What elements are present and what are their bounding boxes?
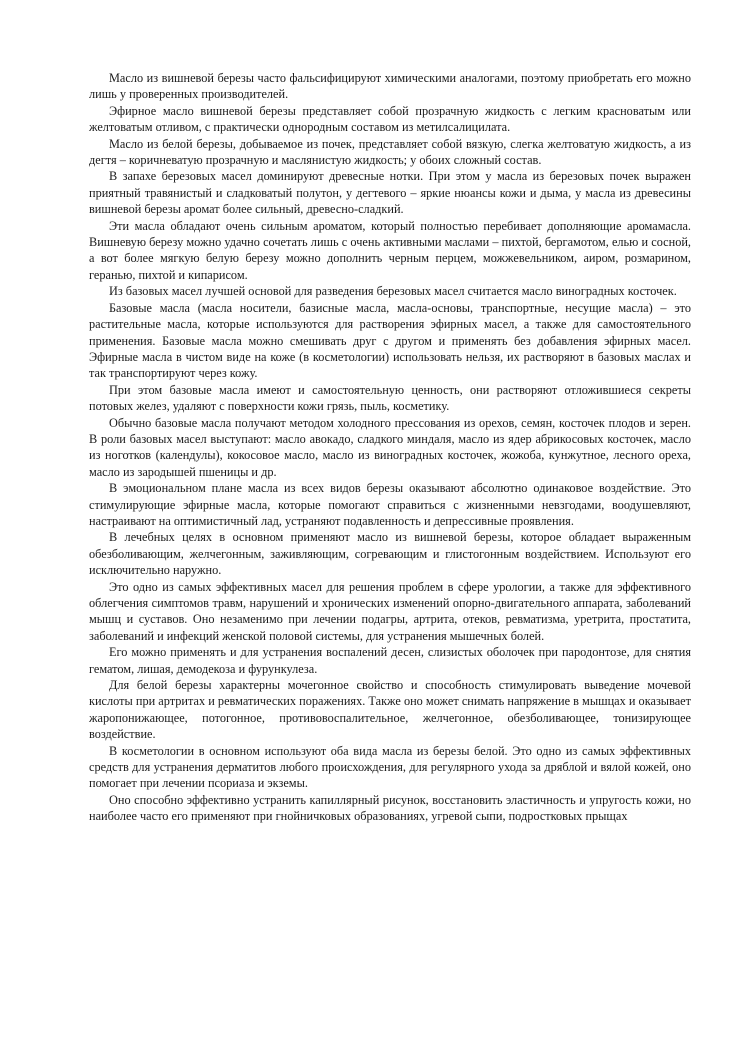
paragraph: Это одно из самых эффективных масел для решения проблем в сфере урологии, а также для эффективного облегчения симптомов травм, нарушений и хронических изменений опорно-двигательного аппарата, заболеваний мышц и суставов. Оно незаменимо при лечении подагры, артрита, отеков, ревматизма, уретрита, простатита, заболеваний и инфекций женской половой системы, для устранения мышечных болей.	[89, 579, 691, 643]
paragraph: Обычно базовые масла получают методом холодного прессования из орехов, семян, косточек плодов и зерен. В роли базовых масел выступают: масло авокадо, сладкого миндаля, масло из ядер абрикосовых косточек, масло из ноготков (календулы), кокосовое масло, масло из виноградных косточек, жожоба, кунжутное, лесного ореха, масло из зародышей пшеницы и др.	[89, 415, 691, 479]
paragraph: Эфирное масло вишневой березы представляет собой прозрачную жидкость с легким красноватым или желтоватым отливом, с практически однородным составом из метилсалицилата.	[89, 103, 691, 135]
paragraph: В запахе березовых масел доминируют древесные нотки. При этом у масла из березовых почек выражен приятный травянистый и сладковатый полутон, у дегтевого – яркие нюансы кожи и дыма, у масла из древесины вишневой березы аромат более сильный, древесно-сладкий.	[89, 169, 691, 217]
paragraph: Оно способно эффективно устранить капиллярный рисунок, восстановить эластичность и упругость кожи, но наиболее часто его применяют при гнойничковых образованиях, угревой сыпи, подростковых прыщах	[89, 792, 691, 824]
paragraph: В лечебных целях в основном применяют масло из вишневой березы, которое обладает выраженным обезболивающим, желчегонным, заживляющим, согревающим и глистогонным воздействием. Используют его исключительно наружно.	[89, 530, 691, 578]
paragraph: В косметологии в основном используют оба вида масла из березы белой. Это одно из самых эффективных средств для устранения дерматитов любого происхождения, для регулярного ухода за дряблой и вялой кожей, оно помогает при лечении псориаза и экземы.	[89, 743, 691, 791]
paragraph: Масло из белой березы, добываемое из почек, представляет собой вязкую, слегка желтоватую жидкость, а из дегтя – коричневатую прозрачную и маслянистую жидкость; у обоих сложный состав.	[89, 136, 691, 168]
paragraph: Из базовых масел лучшей основой для разведения березовых масел считается масло виноградных косточек.	[109, 284, 677, 299]
paragraph: Эти масла обладают очень сильным ароматом, который полностью перебивает дополняющие аромамасла. Вишневую березу можно удачно сочетать лишь с очень активными маслами – пихтой, бергамотом, елью и сосной, а вот более мягкую белую березу можно дополнить черным перцем, можжевельником, аиром, розмарином, геранью, пихтой и кипарисом.	[89, 218, 691, 282]
paragraph: Масло из вишневой березы часто фальсифицируют химическими аналогами, поэтому приобретать его можно лишь у проверенных производителей.	[89, 71, 691, 102]
paragraph: Его можно применять и для устранения воспалений десен, слизистых оболочек при пародонтозе, для снятия гематом, лишая, демодекоза и фурункулеза.	[89, 645, 691, 676]
paragraph: Базовые масла (масла носители, базисные масла, масла-основы, транспортные, несущие масла) – это растительные масла, которые используются для растворения эфирных масел, а также для самостоятельного применения. Базовые масла можно смешивать друг с другом и применять без добавления эфирных масел. Эфирные масла в чистом виде на коже (в косметологии) использовать нельзя, их растворяют в базовых маслах и так транспортируют через кожу.	[89, 300, 691, 381]
paragraph: Для белой березы характерны мочегонное свойство и способность стимулировать выведение мочевой кислоты при артритах и ревматических поражениях. Также оно может снимать напряжение в мышцах и оказывает жаропонижающее, потогонное, противовоспалительное, желчегонное, обезболивающее, тонизирующее воздействие.	[89, 678, 691, 742]
paragraph: В эмоциональном плане масла из всех видов березы оказывают абсолютно одинаковое воздействие. Это стимулирующие эфирные масла, которые помогают справиться с жизненными невзгодами, воодушевляют, настраивают на оптимистичный лад, устраняют подавленность и депрессивные проявления.	[89, 481, 691, 528]
paragraph: При этом базовые масла имеют и самостоятельную ценность, они растворяют отложившиеся секреты потовых желез, удаляют с поверхности кожи грязь, пыль, косметику.	[89, 382, 691, 414]
document-body	[89, 70, 691, 825]
